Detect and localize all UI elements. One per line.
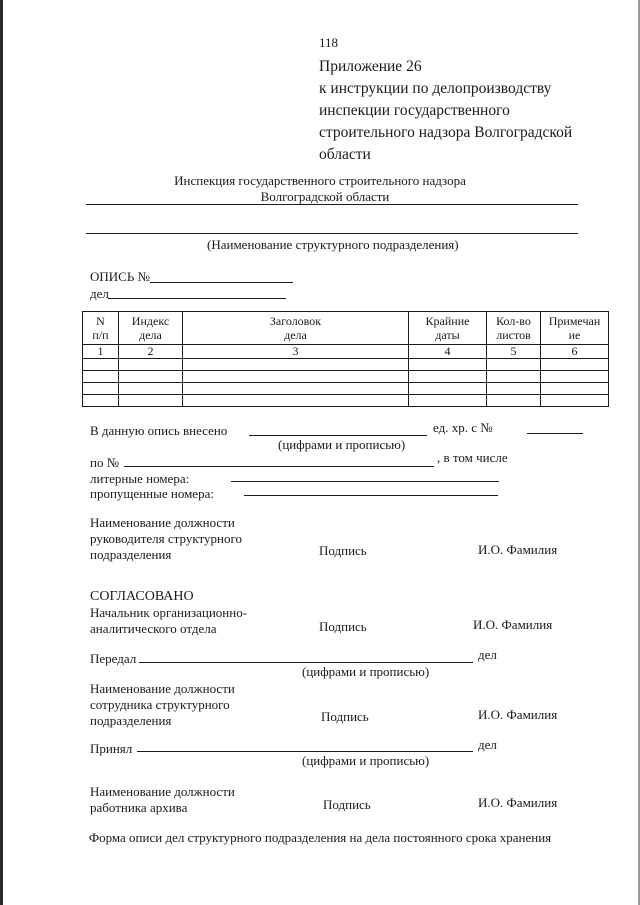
inventory-label: ОПИСЬ № — [90, 269, 150, 284]
storage-units-label: ед. хр. с № — [433, 420, 493, 435]
to-number-label: по № — [90, 455, 120, 470]
entered-count-line[interactable] — [249, 435, 427, 436]
appendix-line-2: к инструкции по делопроизводству — [319, 80, 552, 97]
approver-position-block: Начальник организационно- аналитического отдела — [90, 605, 248, 636]
col-header-dates: Крайние даты — [409, 312, 487, 345]
received-cases-label: дел — [478, 737, 497, 752]
entered-label: В данную опись внесено — [90, 423, 228, 438]
scan-edge-left — [0, 0, 3, 905]
approver-name-label: И.О. Фамилия — [473, 617, 553, 632]
subdivision-caption: (Наименование структурного подразделения) — [207, 237, 459, 252]
digits-words-caption-2: (цифрами и прописью) — [302, 664, 430, 679]
start-number-line[interactable] — [527, 433, 583, 434]
appendix-block — [319, 56, 572, 166]
digits-words-caption-3: (цифрами и прописью) — [302, 753, 430, 768]
org-name-line-2: Волгоградской области — [260, 189, 390, 204]
col-header-note: Примечан ие — [541, 312, 609, 345]
col-number-3: 3 — [183, 345, 409, 359]
cases-label: дел — [90, 286, 109, 301]
handed-over-cases-label: дел — [478, 647, 497, 662]
including-label: , в том числе — [437, 450, 508, 465]
org-name-line-1: Инспекция государственного строительного надзора — [174, 173, 466, 188]
digits-words-caption-1: (цифрами и прописью) — [278, 437, 406, 452]
cases-line[interactable] — [108, 298, 286, 299]
archivist-name-label: И.О. Фамилия — [478, 795, 558, 810]
org-underline — [86, 204, 578, 205]
inventory-number-line[interactable] — [150, 282, 293, 283]
inventory-table — [82, 311, 609, 407]
skipped-numbers-line[interactable] — [244, 495, 498, 496]
approved-title: СОГЛАСОВАНО — [90, 589, 194, 604]
table-header-row — [83, 312, 609, 345]
head-name-label: И.О. Фамилия — [478, 542, 558, 557]
to-number-line[interactable] — [124, 466, 434, 467]
employee-name-label: И.О. Фамилия — [478, 707, 558, 722]
page-number: 118 — [319, 35, 339, 50]
table-row[interactable] — [83, 383, 609, 395]
archivist-signature-label: Подпись — [323, 797, 371, 812]
head-position-block: Наименование должности руководителя структурного подразделения — [90, 515, 242, 562]
col-number-1: 1 — [83, 345, 119, 359]
letter-numbers-line[interactable] — [231, 481, 499, 482]
col-number-4: 4 — [409, 345, 487, 359]
handed-over-line[interactable] — [139, 662, 473, 663]
employee-signature-label: Подпись — [321, 709, 369, 724]
col-header-index: Индекс дела — [119, 312, 183, 345]
col-header-number: N п/п — [83, 312, 119, 345]
appendix-line-3: инспекции государственного — [319, 102, 510, 119]
appendix-line-1: Приложение 26 — [319, 58, 422, 75]
col-number-5: 5 — [487, 345, 541, 359]
col-header-sheets: Кол-во листов — [487, 312, 541, 345]
table-row[interactable] — [83, 359, 609, 371]
appendix-line-5: области — [319, 146, 371, 163]
subdivision-line — [86, 233, 578, 234]
col-number-6: 6 — [541, 345, 609, 359]
head-signature-label: Подпись — [319, 543, 367, 558]
table-row[interactable] — [83, 371, 609, 383]
col-number-2: 2 — [119, 345, 183, 359]
appendix-line-4: строительного надзора Волгоградской — [319, 124, 573, 141]
table-number-row — [83, 345, 609, 359]
approver-signature-label: Подпись — [319, 619, 367, 634]
received-line[interactable] — [137, 751, 473, 752]
letter-numbers-label: литерные номера: — [90, 471, 190, 486]
archivist-position-block: Наименование должности работника архива — [90, 784, 235, 815]
col-header-title: Заголовок дела — [183, 312, 409, 345]
skipped-numbers-label: пропущенные номера: — [90, 486, 214, 501]
received-label: Принял — [90, 741, 133, 756]
handed-over-label: Передал — [90, 651, 137, 666]
form-caption: Форма описи дел структурного подразделения на дела постоянного срока хранения — [88, 830, 552, 845]
employee-position-block: Наименование должности сотрудника структурного подразделения — [90, 681, 235, 728]
table-row[interactable] — [83, 395, 609, 407]
